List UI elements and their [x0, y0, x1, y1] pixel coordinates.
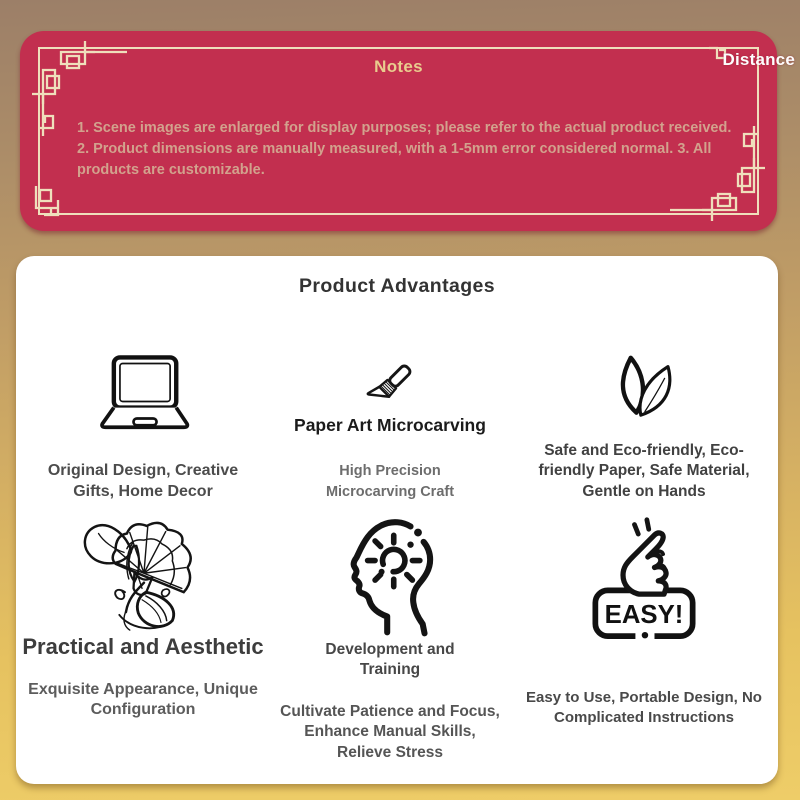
corner-knot-ornament-icon [30, 180, 74, 224]
distance-watermark: Distance [722, 50, 795, 69]
easy-badge-text: EASY! [604, 600, 684, 629]
notes-title: Notes [374, 57, 423, 76]
head-idea-icon [334, 512, 446, 638]
advantage-item-aesthetic [16, 502, 270, 784]
advantages-grid [16, 302, 778, 784]
advantage-subtitle: Easy to Use, Portable Design, No Complicated Instructions [526, 689, 762, 726]
advantage-title: Practical and Aesthetic [22, 634, 264, 659]
advantage-item-original-design [16, 302, 270, 502]
advantages-card [16, 256, 778, 784]
advantage-subtitle: High Precision Microcarving Craft [325, 463, 455, 500]
advantage-title: Paper Art Microcarving [294, 415, 486, 436]
advantages-heading: Product Advantages [298, 275, 496, 297]
advantage-subtitle: Safe and Eco-friendly, Eco-friendly Paper, Safe Material, Gentle on Hands [538, 441, 750, 500]
advantage-item-easy-to-use [510, 502, 778, 784]
notes-panel [20, 31, 777, 231]
advantage-item-paper-art [270, 302, 510, 502]
advantage-item-eco-friendly [510, 302, 778, 502]
advantage-item-development [270, 502, 510, 784]
flower-icon [72, 504, 214, 634]
advantage-title: Development and Training [325, 641, 455, 679]
leaves-icon [591, 354, 697, 425]
easy-hand-icon [582, 510, 706, 644]
notes-body-text: 1. Scene images are enlarged for display purposes; please refer to the actual product received. 2. Product dimensions are manually measured, with a 1-5mm error considered normal. 3. All products are customizable. [77, 120, 732, 179]
advantage-subtitle: Exquisite Appearance, Unique Configuration [28, 681, 258, 719]
craft-knife-icon [338, 360, 442, 409]
advantage-subtitle: Original Design, Creative Gifts, Home Decor [47, 462, 239, 500]
advantage-subtitle: Cultivate Patience and Focus, Enhance Manual Skills, Relieve Stress [280, 703, 500, 761]
laptop-icon [76, 352, 210, 433]
